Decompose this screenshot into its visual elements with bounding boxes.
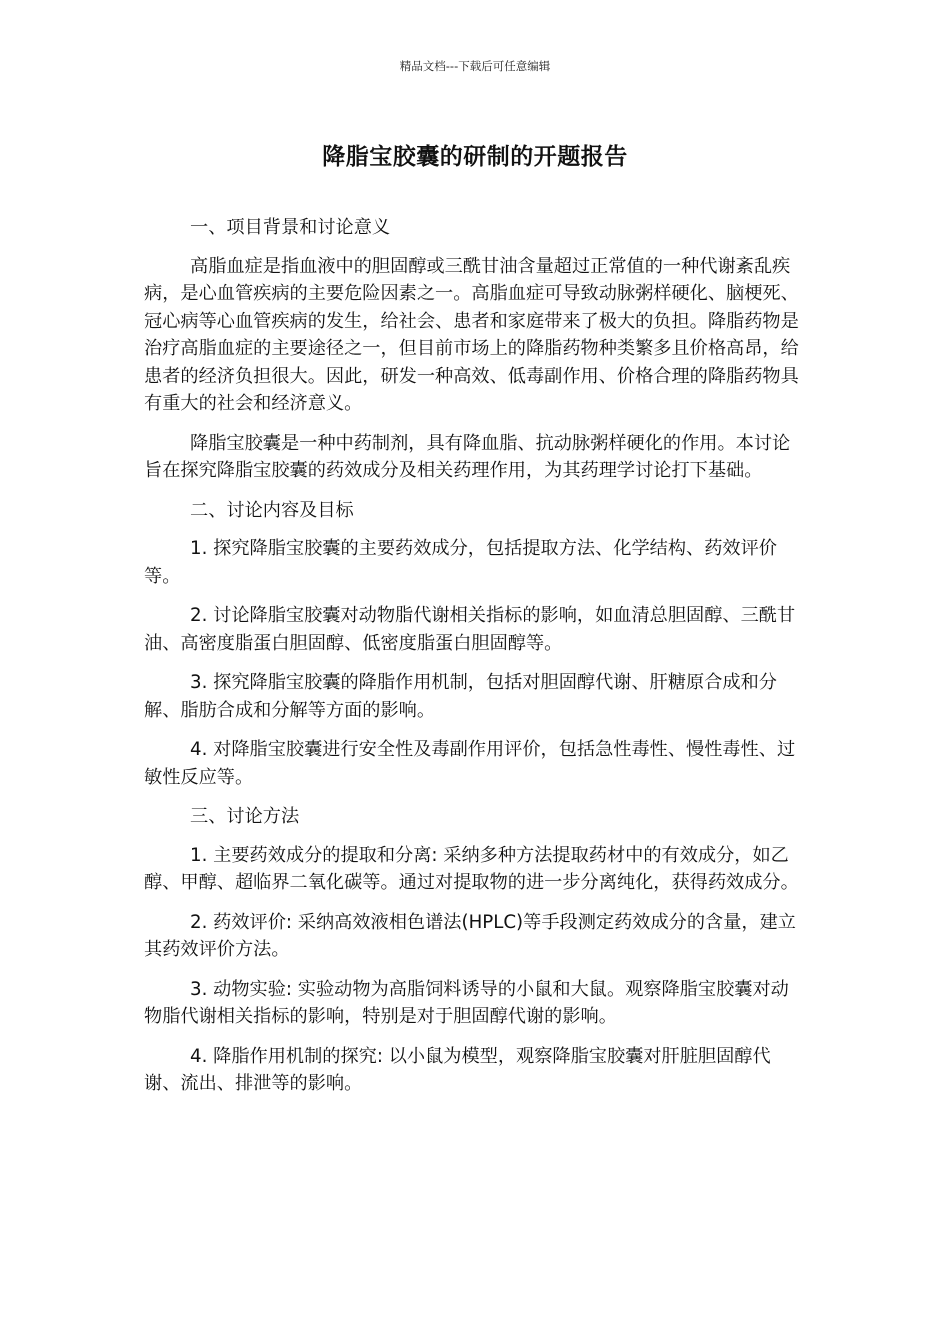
section-heading-background: 一、项目背景和讨论意义	[190, 217, 391, 238]
goal-item-1: 1. 探究降脂宝胶囊的主要药效成分，包括提取方法、化学结构、药效评价等。	[144, 538, 777, 587]
goal-item-2: 2. 讨论降脂宝胶囊对动物脂代谢相关指标的影响，如血清总胆固醇、三酰甘油、高密度脂蛋白胆固醇、低密度脂蛋白胆固醇等。	[144, 605, 796, 654]
method-item-3: 3. 动物实验: 实验动物为高脂饲料诱导的小鼠和大鼠。观察降脂宝胶囊对动物脂代谢相关指标的影响，特别是对于胆固醇代谢的影响。	[144, 978, 789, 1027]
method-item-4: 4. 降脂作用机制的探究: 以小鼠为模型，观察降脂宝胶囊对肝脏胆固醇代谢、流出、排泄等的影响。	[144, 1045, 771, 1094]
page-header: 精品文档---下载后可任意编辑	[399, 59, 551, 73]
paragraph-capsule-intro: 降脂宝胶囊是一种中药制剂，具有降血脂、抗动脉粥样硬化的作用。本讨论旨在探究降脂宝胶囊的药效成分及相关药理作用，为其药理学讨论打下基础。	[144, 432, 791, 481]
section-heading-content-goals: 二、讨论内容及目标	[190, 499, 354, 521]
paragraph-background: 高脂血症是指血液中的胆固醇或三酰甘油含量超过正常值的一种代谢紊乱疾病，是心血管疾病的主要危险因素之一。高脂血症可导致动脉粥样硬化、脑梗死、冠心病等心血管疾病的发生，给社会、患者和家庭带来了极大的负担。降脂药物是治疗高脂血症的主要途径之一，但目前市场上的降脂药物种类繁多且价格高昂，给患者的经济负担很大。因此，研发一种高效、低毒副作用、价格合理的降脂药物具有重大的社会和经济意义。	[144, 255, 799, 414]
document-body	[144, 214, 806, 1110]
goal-item-4: 4. 对降脂宝胶囊进行安全性及毒副作用评价，包括急性毒性、慢性毒性、过敏性反应等。	[144, 739, 796, 788]
document-title: 降脂宝胶囊的研制的开题报告	[322, 144, 628, 170]
method-item-2: 2. 药效评价: 采纳高效液相色谱法(HPLC)等手段测定药效成分的含量，建立其药效评价方法。	[144, 911, 796, 960]
goal-item-3: 3. 探究降脂宝胶囊的降脂作用机制，包括对胆固醇代谢、肝糖原合成和分解、脂肪合成和分解等方面的影响。	[144, 672, 777, 721]
method-item-1: 1. 主要药效成分的提取和分离: 采纳多种方法提取药材中的有效成分，如乙醇、甲醇、超临界二氧化碳等。通过对提取物的进一步分离纯化，获得药效成分。	[144, 844, 799, 893]
section-heading-methods: 三、讨论方法	[190, 806, 300, 827]
